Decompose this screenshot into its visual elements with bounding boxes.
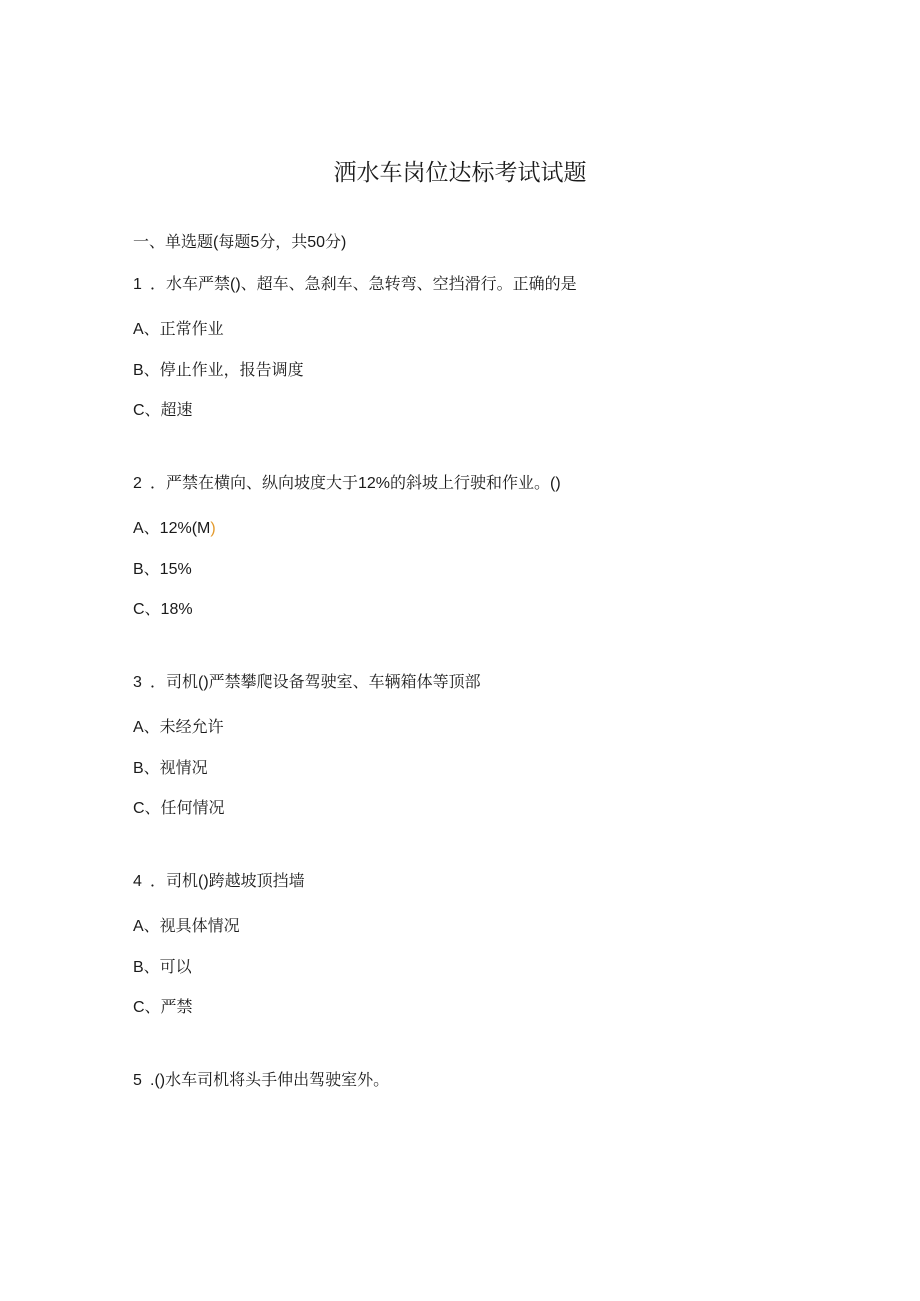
question-stem xyxy=(133,673,840,693)
option-a xyxy=(133,519,840,539)
option-mark: ) xyxy=(210,520,216,537)
option-c xyxy=(133,799,840,819)
option-a xyxy=(133,718,840,738)
option-text: B、视情况 xyxy=(133,759,208,777)
question-stem xyxy=(133,474,840,494)
option-a xyxy=(133,917,840,937)
option-text: B、15% xyxy=(133,560,192,578)
question-2 xyxy=(133,474,840,620)
section-heading: 一、单选题(每题5分，共50分) xyxy=(133,234,347,251)
option-text: A、正常作业 xyxy=(133,321,224,338)
option-list xyxy=(133,718,840,819)
option-text: C、18% xyxy=(133,601,193,618)
option-text: C、任何情况 xyxy=(133,800,225,817)
option-text: C、超速 xyxy=(133,402,193,419)
option-list xyxy=(133,519,840,620)
option-text: C、严禁 xyxy=(133,999,193,1016)
option-c xyxy=(133,600,840,620)
question-stem xyxy=(133,1071,840,1091)
option-list xyxy=(133,320,840,421)
option-list xyxy=(133,917,840,1018)
question-text: ．水车严禁()、超车、急刹车、急转弯、空挡滑行。正确的是 xyxy=(150,276,577,293)
option-c xyxy=(133,401,840,421)
question-number: 1 xyxy=(133,276,142,293)
question-stem xyxy=(133,872,840,892)
option-b xyxy=(133,361,840,381)
question-text: ．司机()跨越坡顶挡墙 xyxy=(150,873,305,890)
question-text: ．严禁在横向、纵向坡度大于12%的斜坡上行驶和作业。() xyxy=(150,475,561,492)
option-b xyxy=(133,958,840,978)
option-b xyxy=(133,560,840,580)
question-number: 2 xyxy=(133,475,142,492)
option-c xyxy=(133,998,840,1018)
question-number: 5 xyxy=(133,1072,142,1089)
question-5 xyxy=(133,1071,840,1091)
question-text: .()水车司机将头手伸出驾驶室外。 xyxy=(150,1072,390,1089)
question-number: 3 xyxy=(133,674,142,691)
option-text: A、12%(M xyxy=(133,520,211,537)
option-text: B、停止作业，报告调度 xyxy=(133,361,304,379)
document-title: 洒水车岗位达标考试试题 xyxy=(333,160,587,185)
option-text: A、视具体情况 xyxy=(133,918,240,935)
option-a xyxy=(133,320,840,340)
option-text: A、未经允许 xyxy=(133,719,224,736)
question-3 xyxy=(133,673,840,819)
option-b xyxy=(133,759,840,779)
question-text: ．司机()严禁攀爬设备驾驶室、车辆箱体等顶部 xyxy=(150,674,481,691)
option-text: B、可以 xyxy=(133,958,192,976)
question-stem xyxy=(133,275,840,295)
question-number: 4 xyxy=(133,873,142,890)
question-1 xyxy=(133,275,840,421)
question-4 xyxy=(133,872,840,1018)
